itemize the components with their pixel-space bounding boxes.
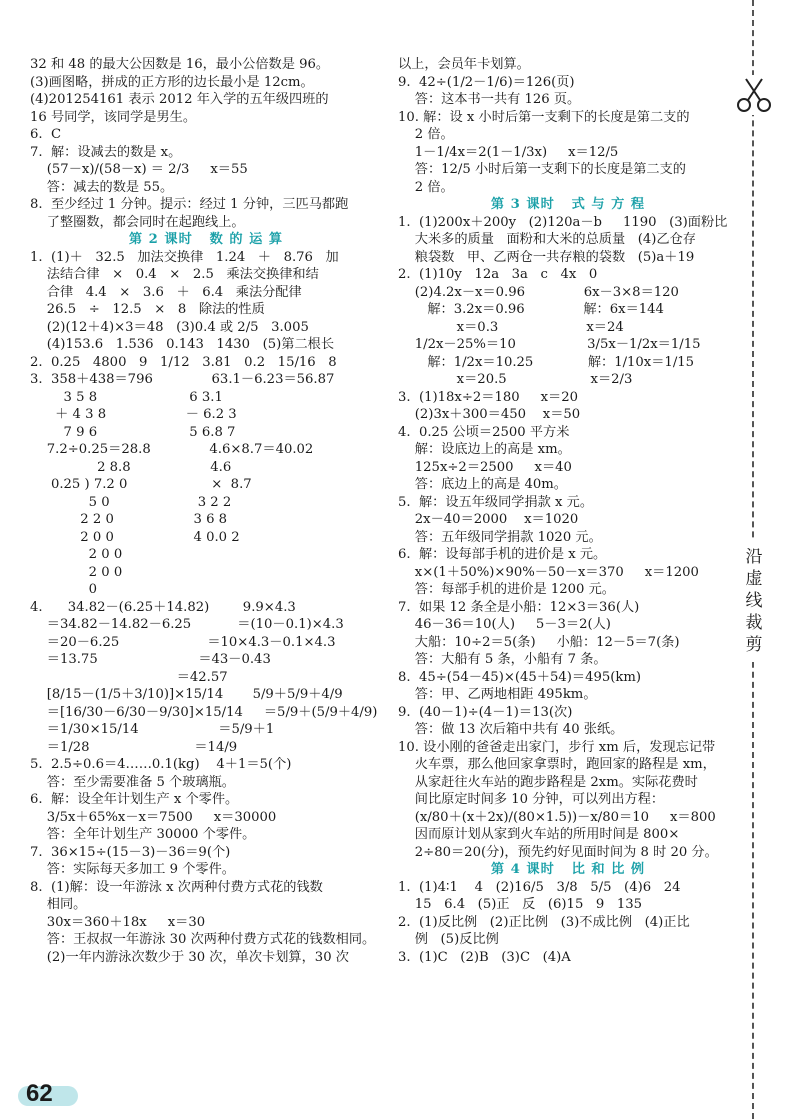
answer-line: 2. (1)10y 12a 3a c 4x 0	[398, 267, 598, 282]
answer-line: ＝34.82－14.82－6.25 ＝(10－0.1)×4.3	[30, 617, 344, 632]
answer-line: 10. 解：设 x 小时后第一支剩下的长度是第二支的	[398, 109, 690, 125]
answer-line: 2 倍。	[398, 179, 454, 195]
answer-line: 答：实际每天多加工 9 个零件。	[30, 862, 235, 877]
answer-line: 解：设底边上的高是 xm。	[398, 442, 571, 457]
section-heading: 第 4 课时 比 和 比 例	[490, 862, 646, 877]
answer-line: 合律 4.4 × 3.6 ＋ 6.4 乘法分配律	[30, 284, 302, 300]
answer-line: 2 0 0	[30, 564, 123, 580]
answer-line: 7. 如果 12 条全是小船：12×3＝36(人)	[398, 599, 640, 615]
answer-line: 2 0 0 4 0.0 2	[30, 529, 240, 545]
right-answer-column	[398, 56, 738, 966]
answer-line: [8/15－(1/5＋3/10)]×15/14 5/9＋5/9＋4/9	[30, 687, 343, 702]
answer-line: 答：至少需要准备 5 个玻璃瓶。	[30, 774, 235, 790]
answer-line: 6. 解：设全年计划生产 x 个零件。	[30, 792, 239, 807]
answer-line: 答：这本书一共有 126 页。	[398, 92, 581, 107]
answer-line: ＝[16/30－6/30－9/30]×15/14 ＝5/9＋(5/9＋4/9)	[30, 704, 378, 720]
answer-line: 46－36＝10(人) 5－3＝2(人)	[398, 617, 611, 632]
answer-line: (4)153.6 1.536 0.143 1430 (5)第二根长	[30, 337, 335, 352]
answer-line: 7 9 6 5 6.8 7	[30, 424, 236, 440]
answer-line: (57－x)/(58－x) ＝ 2/3 x＝55	[30, 162, 248, 177]
answer-line: 相同。	[30, 897, 87, 912]
cut-instruction-char: 裁	[745, 613, 763, 633]
answer-line: 答：12/5 小时后第一支剩下的长度是第二支的	[398, 162, 686, 177]
answer-line: 例 (5)反比例	[398, 932, 499, 947]
answer-line: 1－1/4x＝2(1－1/3x) x＝12/5	[398, 144, 619, 160]
answer-line: 7. 36×15÷(15－3)－36＝9(个)	[30, 844, 231, 860]
page-number: 62	[26, 1080, 53, 1107]
answer-line: 2. (1)反比例 (2)正比例 (3)不成比例 (4)正比	[398, 914, 690, 930]
left-answer-column	[30, 56, 382, 966]
answer-line: 答：底边上的高是 40m。	[398, 477, 567, 492]
answer-line: 火车票，那么他回家拿票时，跑回家的路程是 xm，	[398, 757, 716, 772]
answer-line: 粮袋数 甲、乙两仓一共存粮的袋数 (5)a＋19	[398, 249, 695, 265]
answer-line: (x/80＋(x＋2x)/(80×1.5))－x/80＝10 x＝800	[398, 809, 716, 825]
answer-line: 间比原定时间多 10 分钟，可以列出方程：	[398, 792, 665, 807]
answer-line: (2)3x＋300＝450 x＝50	[398, 407, 581, 422]
answer-line: ＝1/30×15/14 ＝5/9＋1	[30, 722, 275, 737]
answer-line: 6. 解：设每部手机的进价是 x 元。	[398, 547, 607, 562]
answer-line: 解：1/2x＝10.25 解：1/10x＝1/15	[398, 354, 695, 370]
answer-line: 6. C	[30, 127, 62, 142]
answer-line: 2 倍。	[398, 127, 454, 142]
answer-line: 0	[30, 582, 98, 597]
answer-line: 了整圈数，都会同时在起跑线上。	[30, 214, 245, 230]
answer-line: 大船：10÷2＝5(条) 小船：12－5＝7(条)	[398, 634, 680, 650]
cut-instruction-char: 虚	[745, 569, 763, 589]
answer-line: 3. (1)C (2)B (3)C (4)A	[398, 949, 571, 965]
answer-line: (2)4.2x－x＝0.96 6x－3×8＝120	[398, 284, 679, 300]
answer-line: 大米多的质量 面粉和大米的总质量 (4)乙仓存	[398, 232, 696, 247]
answer-line: 8. (1)解：设一年游泳 x 次两种付费方式花的钱数	[30, 879, 323, 895]
answer-line: 26.5 ÷ 12.5 × 8 除法的性质	[30, 302, 265, 317]
answer-line: 9. 42÷(1/2－1/6)＝126(页)	[398, 74, 575, 90]
scissors-icon	[734, 75, 774, 115]
answer-line: 9. (40－1)÷(4－1)＝13(次)	[398, 704, 573, 720]
answer-line: 解：3.2x＝0.96 解：6x＝144	[398, 302, 664, 317]
answer-line: 7. 解：设减去的数是 x。	[30, 144, 182, 160]
answer-line: 答：每部手机的进价是 1200 元。	[398, 582, 615, 597]
answer-line: 1. (1)4∶1 4 (2)16/5 3/8 5/5 (4)6 24	[398, 879, 681, 895]
answer-line: 0.25 ) 7.2 0 × 8.7	[30, 477, 252, 492]
answer-line: 2. 0.25 4800 9 1/12 3.81 0.2 15/16 8	[30, 354, 337, 370]
answer-line: 因而原计划从家到火车站的所用时间是 800×	[398, 827, 680, 842]
answer-line: 答：做 13 次后箱中共有 40 张纸。	[398, 722, 624, 737]
answer-line: x＝0.3 x＝24	[398, 319, 624, 335]
answer-line: ＝42.57	[30, 669, 228, 685]
answer-line: 1/2x－25%＝10 3/5x－1/2x＝1/15	[398, 337, 701, 352]
answer-line: 32 和 48 的最大公因数是 16，最小公倍数是 96。	[30, 57, 330, 72]
answer-line: 5 0 3 2 2	[30, 494, 232, 510]
answer-line: 2 8.8 4.6	[30, 459, 232, 475]
answer-line: 3 5 8 6 3.1	[30, 389, 223, 405]
answer-line: x＝20.5 x＝2/3	[398, 372, 633, 387]
cut-instruction-char: 剪	[745, 635, 763, 655]
answer-line: ＝13.75 ＝43－0.43	[30, 652, 271, 667]
answer-line: 10. 设小刚的爸爸走出家门，步行 xm 后，发现忘记带	[398, 739, 716, 755]
cut-instruction-char: 沿	[745, 547, 763, 567]
answer-line: 4. 0.25 公顷＝2500 平方米	[398, 424, 570, 440]
answer-line: 7.2÷0.25＝28.8 4.6×8.7＝40.02	[30, 442, 314, 457]
answer-line: 1. (1)200x＋200y (2)120a－b 1190 (3)面粉比	[398, 214, 728, 230]
answer-line: 5. 2.5÷0.6＝4……0.1(kg) 4＋1＝5(个)	[30, 757, 292, 772]
answer-line: 8. 45÷(54－45)×(45＋54)＝495(km)	[398, 669, 642, 685]
answer-line: 3/5x＋65%x－x＝7500 x＝30000	[30, 809, 277, 825]
answer-line: x×(1＋50%)×90%－50－x＝370 x＝1200	[398, 564, 699, 580]
answer-line: 3. 358＋438＝796 63.1－6.23＝56.87	[30, 372, 335, 387]
answer-line: 法结合律 × 0.4 × 2.5 乘法交换律和结	[30, 267, 319, 282]
answer-line: 4. 34.82－(6.25＋14.82) 9.9×4.3	[30, 599, 296, 615]
answer-line: 2 0 0	[30, 547, 123, 562]
section-heading: 第 3 课时 式 与 方 程	[490, 197, 646, 212]
answer-line: 125x÷2＝2500 x＝40	[398, 459, 572, 475]
answer-line: 2 2 0 3 6 8	[30, 512, 228, 527]
answer-line: 1. (1)＋ 32.5 加法交换律 1.24 ＋ 8.76 加	[30, 249, 339, 265]
cut-instruction	[743, 540, 765, 662]
answer-line: (2)(12＋4)×3＝48 (3)0.4 或 2/5 3.005	[30, 319, 309, 335]
answer-line: ＝1/28 ＝14/9	[30, 739, 238, 755]
answer-line: 答：五年级同学捐款 1020 元。	[398, 529, 602, 545]
answer-line: ＝20－6.25 ＝10×4.3－0.1×4.3	[30, 634, 336, 650]
answer-line: 5. 解：设五年级同学捐款 x 元。	[398, 494, 594, 510]
answer-line: 答：王叔叔一年游泳 30 次两种付费方式花的钱数相同。	[30, 932, 376, 947]
answer-line: 2x－40＝2000 x＝1020	[398, 512, 579, 527]
answer-line: 15 6.4 (5)正 反 (6)15 9 135	[398, 897, 643, 912]
answer-line: (2)一年内游泳次数少于 30 次，单次卡划算，30 次	[30, 949, 349, 965]
answer-line: 答：甲、乙两地相距 495km。	[398, 687, 597, 702]
answer-line: (3)画图略，拼成的正方形的边长最小是 12cm。	[30, 74, 314, 90]
answer-line: 从家赶往火车站的跑步路程是 2xm。实际花费时	[398, 774, 698, 790]
answer-line: 答：全年计划生产 30000 个零件。	[30, 827, 256, 842]
answer-line: 以上，会员年卡划算。	[398, 57, 530, 72]
answer-line: 答：减去的数是 55。	[30, 179, 174, 195]
answer-line: 答：大船有 5 条，小船有 7 条。	[398, 652, 607, 667]
answer-line: 16 号同学，该同学是男生。	[30, 109, 197, 125]
answer-line: (4)201254161 表示 2012 年入学的五年级四班的	[30, 92, 329, 107]
answer-line: 2÷80＝20(分)，预先约好见面时间为 8 时 20 分。	[398, 844, 718, 860]
cut-instruction-char: 线	[745, 591, 763, 611]
answer-line: ＋ 4 3 8 － 6.2 3	[30, 407, 237, 422]
section-heading: 第 2 课时 数 的 运 算	[128, 232, 284, 247]
answer-line: 3. (1)18x÷2＝180 x＝20	[398, 389, 579, 405]
answer-line: 8. 至少经过 1 分钟。提示：经过 1 分钟，三匹马都跑	[30, 197, 349, 212]
answer-line: 30x＝360＋18x x＝30	[30, 914, 206, 930]
